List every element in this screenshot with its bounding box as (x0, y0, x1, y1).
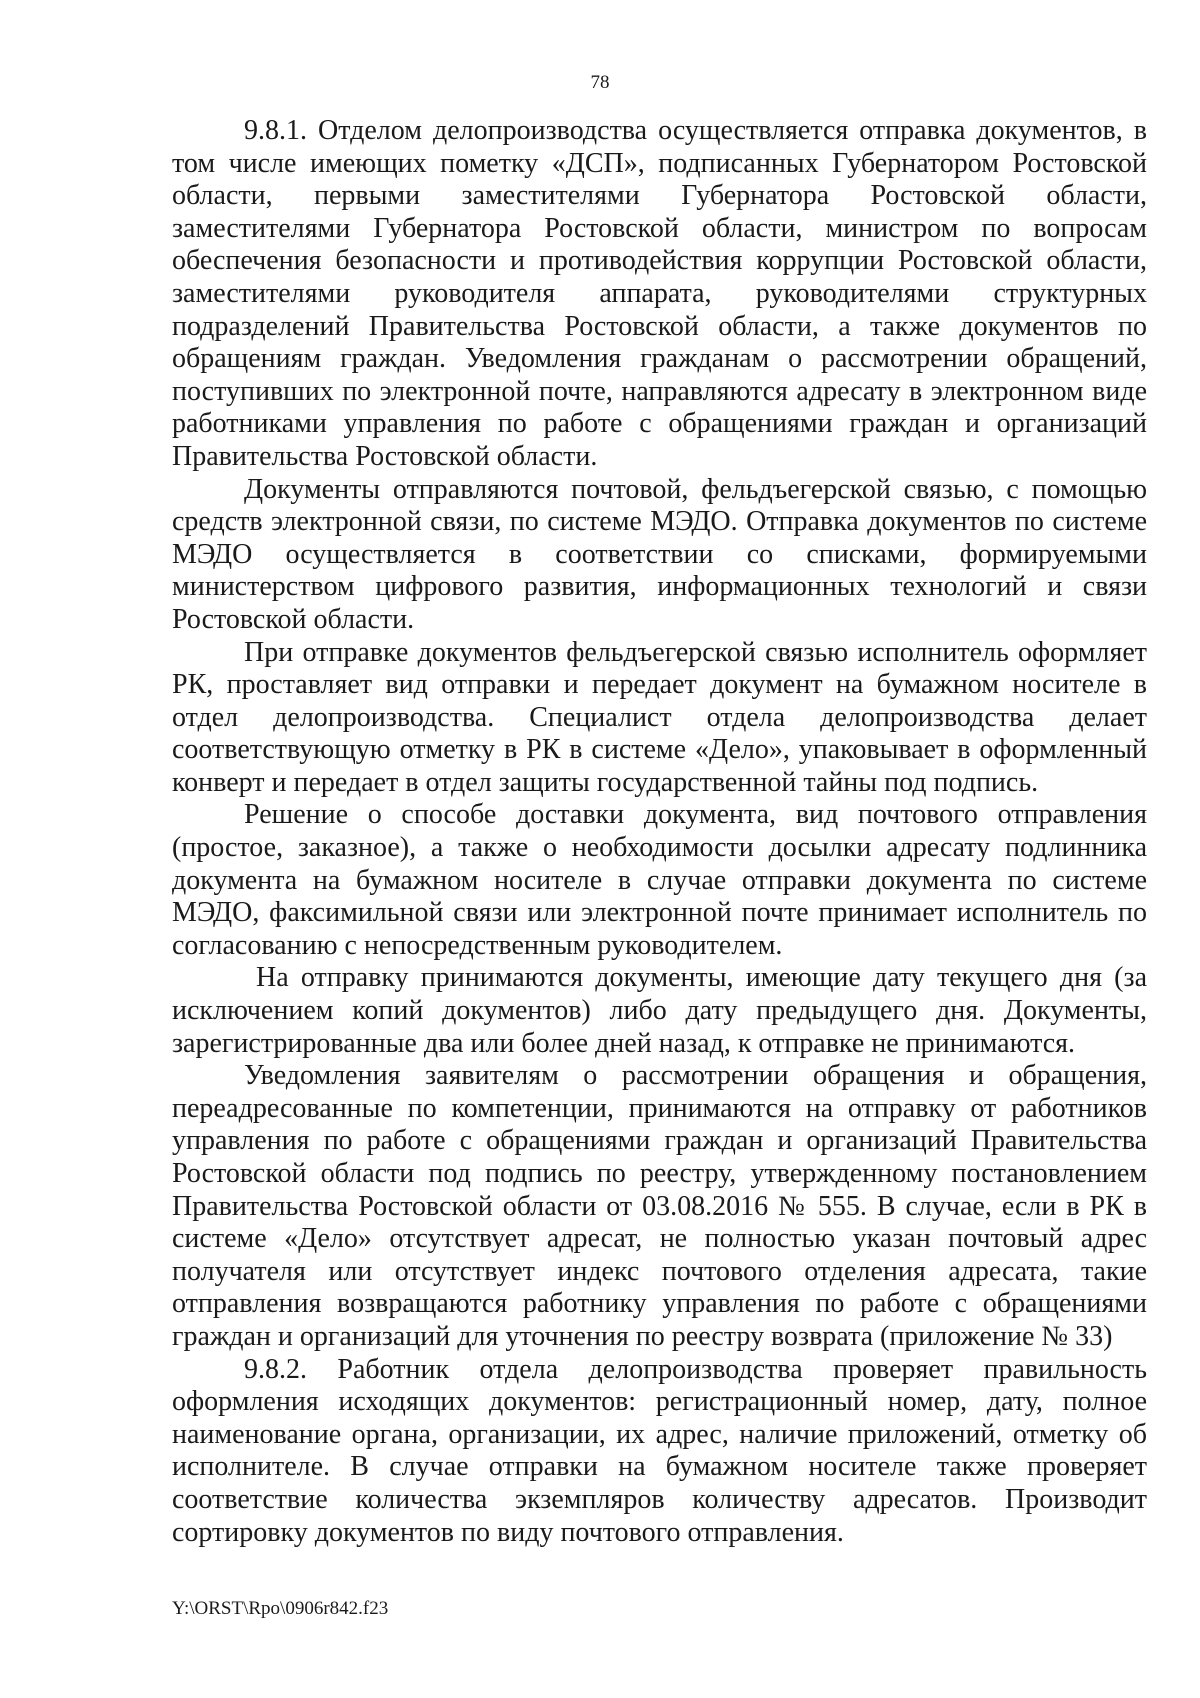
page-number: 78 (590, 72, 610, 93)
paragraph-dispatch-methods: Документы отправляются почтовой, фельдъегерской связью, с помощью средств электронной связи, по системе МЭДО. Отправка документов по системе МЭДО осуществляется в соответствии со списками, формируемыми министерством цифрового развития, информационных технологий и связи Ростовской области. (172, 473, 1147, 635)
paragraph-9-8-1: 9.8.1. Отделом делопроизводства осуществляется отправка документов, в том числе имеющих пометку «ДСП», подписанных Губернатором Ростовской области, первыми заместителями Губернатора Ростовской области, заместителями Губернатора Ростовской области, министром по вопросам обеспечения безопасности и противодействия коррупции Ростовской области, заместителями руководителя аппарата, руководителями структурных подразделений Правительства Ростовской области, а также документов по обращениям граждан. Уведомления гражданам о рассмотрении обращений, поступивших по электронной почте, направляются адресату в электронном виде работниками управления по работе с обращениями граждан и организаций Правительства Ростовской области. (172, 115, 1147, 472)
paragraph-courier-dispatch: При отправке документов фельдъегерской связью исполнитель оформляет РК, проставляет вид отправки и передает документ на бумажном носителе в отдел делопроизводства. Специалист отдела делопроизводства делает соответствующую отметку в РК в системе «Дело», упаковывает в оформленный конверт и передает в отдел защиты государственной тайны под подпись. (172, 636, 1147, 798)
paragraph-acceptance-dates: На отправку принимаются документы, имеющие дату текущего дня (за исключением копий документов) либо дату предыдущего дня. Документы, зарегистрированные два или более дней назад, к отправке не принимаются. (172, 962, 1147, 1059)
paragraph-9-8-2: 9.8.2. Работник отдела делопроизводства проверяет правильность оформления исходящих документов: регистрационный номер, дату, полное наименование органа, организации, их адрес, наличие приложений, отметку об исполнителе. В случае отправки на бумажном носителе также проверяет соответствие количества экземпляров количеству адресатов. Производит сортировку документов по виду почтового отправления. (172, 1353, 1147, 1548)
footer-file-path: Y:\ORST\Rpo\0906r842.f23 (172, 1598, 389, 1619)
paragraph-delivery-decision: Решение о способе доставки документа, вид почтового отправления (простое, заказное), а также о необходимости досылки адресату подлинника документа на бумажном носителе в случае отправки документа по системе МЭДО, факсимильной связи или электронной почте принимает исполнитель по согласованию с непосредственным руководителем. (172, 799, 1147, 961)
document-body (172, 115, 1147, 1549)
paragraph-notifications: Уведомления заявителям о рассмотрении обращения и обращения, переадресованные по компетенции, принимаются на отправку от работников управления по работе с обращениями граждан и организаций Правительства Ростовской области под подпись по реестру, утвержденному постановлением Правительства Ростовской области от 03.08.2016 № 555. В случае, если в РК в системе «Дело» отсутствует адресат, не полностью указан почтовый адрес получателя или отсутствует индекс почтового отделения адресата, такие отправления возвращаются работнику управления по работе с обращениями граждан и организаций для уточнения по реестру возврата (приложение № 33) (172, 1060, 1147, 1352)
